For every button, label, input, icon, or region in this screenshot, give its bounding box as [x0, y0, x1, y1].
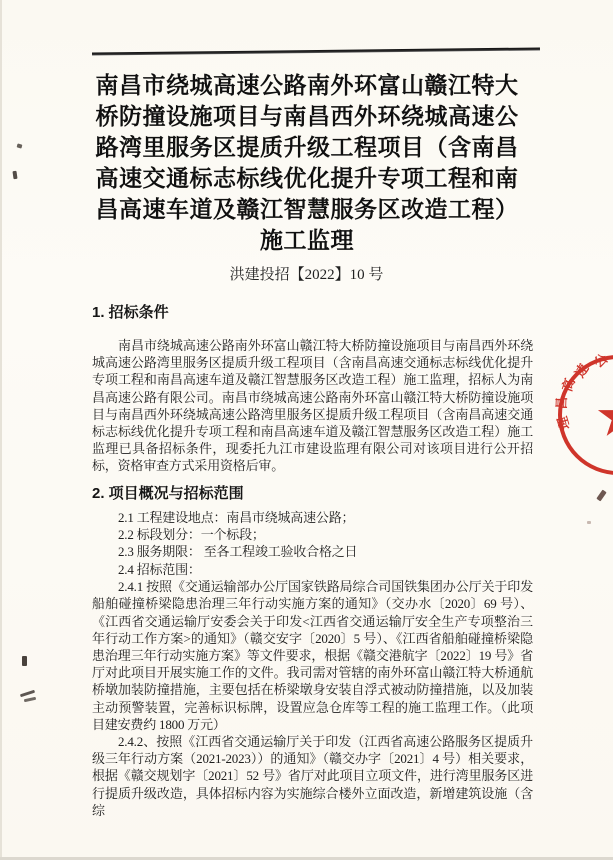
paragraph-2-4-2: 2.4.2、按照《江西省交通运输厅关于印发（江西省高速公路服务区提质升级三年行动方案（2021-2023））的通知》（赣交办字〔2021〕4 号）相关要求，根据《赣交规划字〔2021〕52 号》省厅对此项目立项文件，进行湾里服务区进行提质升级改造，具体招标内容为实施综合楼外立面改造，新增建筑设施（含综 — [92, 734, 533, 818]
ink-scribble — [24, 697, 36, 702]
ink-speck — [17, 143, 23, 148]
document-title: 南昌市绕城高速公路南外环富山赣江特大桥防撞设施项目与南昌西外环绕城高速公路湾里服务区提质升级工程项目（含南昌高速交通标志标线优化提升专项工程和南昌高速车道及赣江智慧服务区改造工程）施工监理 — [95, 72, 519, 253]
ink-speck — [587, 521, 591, 524]
seal-character: 高 — [559, 376, 578, 394]
ink-speck — [12, 171, 17, 179]
section-2-heading: 2. 项目概况与招标范围 — [92, 484, 244, 502]
seal-character: 理 — [554, 414, 573, 432]
paragraph-2-4-1: 2.4.1 按照《交通运输部办公厅国家铁路局综合司国铁集团办公厅关于印发船舶碰撞桥梁隐患治理三年行动实施方案的通知》（交办水〔2020〕69 号）、《江西省交通运输厅安委会关于印发<江西省交通运输厅安全生产专项整治三年行动工作方案>的通知》（赣交安字〔2020〕5 号）、《江西省船舶碰撞桥梁隐患治理三年行动实施方案》等文件要求，根据《赣交港航字〔2022〕19 号》省厅对此项目开展实施工作的文件。我司需对管辖的南外环富山赣江特大桥通航桥墩加装防撞措施，主要包括在桥梁墩身安装自浮式被动防撞措施，以及加装主动预警装置，完善标识标牌，设置应急仓库等工程的施工监理工作。（此项目建安费约 1800 万元） — [92, 579, 533, 732]
item-2-2: 2.2 标段划分：一个标段； — [118, 527, 265, 543]
seal-star-icon — [597, 394, 613, 440]
document-body — [92, 303, 533, 819]
item-2-4: 2.4 招标范围： — [118, 561, 201, 577]
ink-speck — [22, 656, 27, 666]
seal-ring — [558, 355, 613, 475]
seal-character: 速 — [571, 361, 592, 381]
scan-edge-line — [92, 47, 540, 55]
document-number: 洪建投招【2022】10 号 — [229, 267, 384, 283]
item-2-3: 2.3 服务期限： 至各工程竣工验收合格之日 — [118, 544, 358, 560]
ink-scribble — [20, 690, 35, 697]
section-1-heading: 1. 招标条件 — [92, 304, 169, 321]
scan-left-edge — [0, 0, 2, 860]
section-1-paragraph: 南昌市绕城高速公路南外环富山赣江特大桥防撞设施项目与南昌西外环绕城高速公路湾里服务区提质升级工程项目（含南昌高速交通标志标线优化提升专项工程和南昌高速车道及赣江智慧服务区改造工程）施工监理，招标人为南昌高速公路有限公司。南昌市绕城高速公路南外环富山赣江特大桥防撞设施项目与南昌西外环绕城高速公路湾里服务区提质升级工程项目（含南昌高速交通标志标线优化提升专项工程和南昌高速车道及赣江智慧服务区改造工程）施工监理已具备招标条件，现委托九江市建设监理有限公司对该项目进行公开招标，资格审查方式采用资格后审。 — [92, 338, 533, 474]
seal-character: 公 — [590, 350, 611, 371]
item-2-1: 2.1 工程建设地点：南昌市绕城高速公路； — [118, 509, 355, 525]
seal-character: 昌 — [553, 396, 570, 410]
ink-speck — [596, 490, 606, 502]
